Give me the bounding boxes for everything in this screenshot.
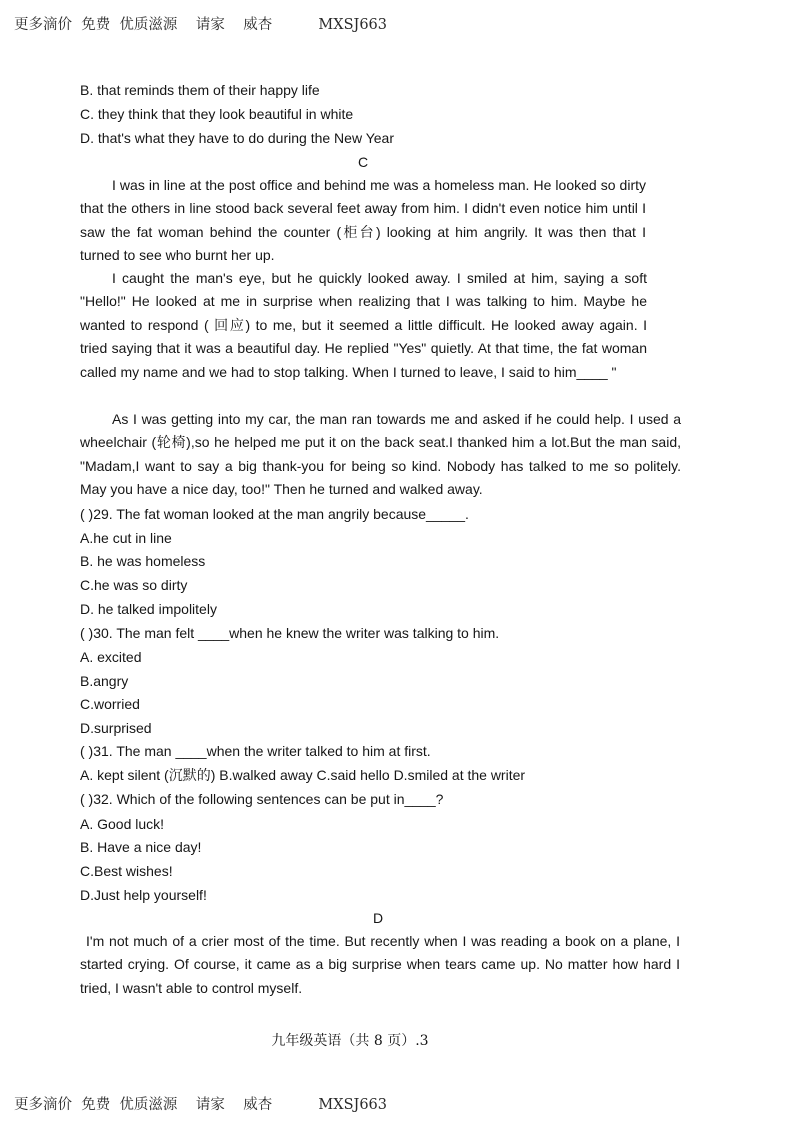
section-d-heading: D — [372, 910, 384, 926]
section-c-heading: C — [357, 154, 369, 170]
question-30-option-a: A. excited — [80, 649, 142, 665]
question-30-option-b: B.angry — [80, 673, 129, 689]
question-30-stem: ( )30. The man felt ____when he knew the writer was talking to him. — [80, 625, 500, 641]
prev-option-d: D. that's what they have to do during the New Year — [80, 130, 394, 146]
page-footer: 九年级英语（共 8 页）.3 — [271, 1033, 429, 1049]
section-d-paragraph: I'm not much of a crier most of the time. But recently when I was reading a book on a plane, I started crying. Of course, it came as a big surprise when tears came up. No matter how hard I tried, I wasn't able to control myself. — [80, 933, 680, 996]
prev-option-b: B. that reminds them of their happy life — [80, 82, 320, 98]
question-32-option-a: A. Good luck! — [80, 816, 165, 832]
question-29-stem: ( )29. The fat woman looked at the man angrily because_____. — [80, 506, 469, 522]
section-c-paragraph-2: I caught the man's eye, but he quickly looked away. I smiled at him, saying a soft "Hello!" He looked at me in surprise when realizing that I was talking to him. Maybe he wanted to respond ( 回应) to me, but it seemed a little difficult. He looked away again. I tried saying that it was a beautiful day. He replied "Yes" quietly. At that time, the fat woman called my name and we had to stop talking. When I turned to leave, I said to him____ " — [80, 270, 647, 380]
question-32-option-d: D.Just help yourself! — [80, 887, 207, 903]
question-29-option-c: C.he was so dirty — [80, 577, 188, 593]
section-c-paragraph-1: I was in line at the post office and behind me was a homeless man. He looked so dirty that the others in line stood back several feet away from him. I didn't even notice him until I saw the fat woman behind the counter (柜台) looking at him angrily. It was then that I turned to see who burnt her up. — [80, 177, 646, 264]
section-c-paragraph-3: As I was getting into my car, the man ran towards me and asked if he could help. I used a wheelchair (轮椅),so he helped me put it on the back seat.I thanked him a lot.But the man said, "Madam,I want to say a big thank-you for being so kind. Nobody has talked to me so politely. May you have a nice day, too!" Then he turned and walked away. — [80, 411, 681, 498]
question-32-stem: ( )32. Which of the following sentences can be put in____? — [80, 791, 444, 807]
question-29-option-b: B. he was homeless — [80, 553, 206, 569]
question-32-option-c: C.Best wishes! — [80, 863, 173, 879]
question-31-options: A. kept silent (沉默的) B.walked away C.said hello D.smiled at the writer — [80, 767, 526, 783]
prev-option-c: C. they think that they look beautiful in white — [80, 106, 354, 122]
question-30-option-d: D.surprised — [80, 720, 152, 736]
page-bottom-watermark: 更多滴价 免费 优质滋源 请家 威杏 MXSJ663 — [14, 1097, 387, 1113]
question-29-option-a: A.he cut in line — [80, 530, 172, 546]
question-30-option-c: C.worried — [80, 696, 140, 712]
question-31-stem: ( )31. The man ____when the writer talked to him at first. — [80, 743, 431, 759]
question-32-option-b: B. Have a nice day! — [80, 839, 202, 855]
page-header-watermark: 更多滴价 免费 优质滋源 请家 威杏 MXSJ663 — [14, 17, 387, 33]
question-29-option-d: D. he talked impolitely — [80, 601, 217, 617]
